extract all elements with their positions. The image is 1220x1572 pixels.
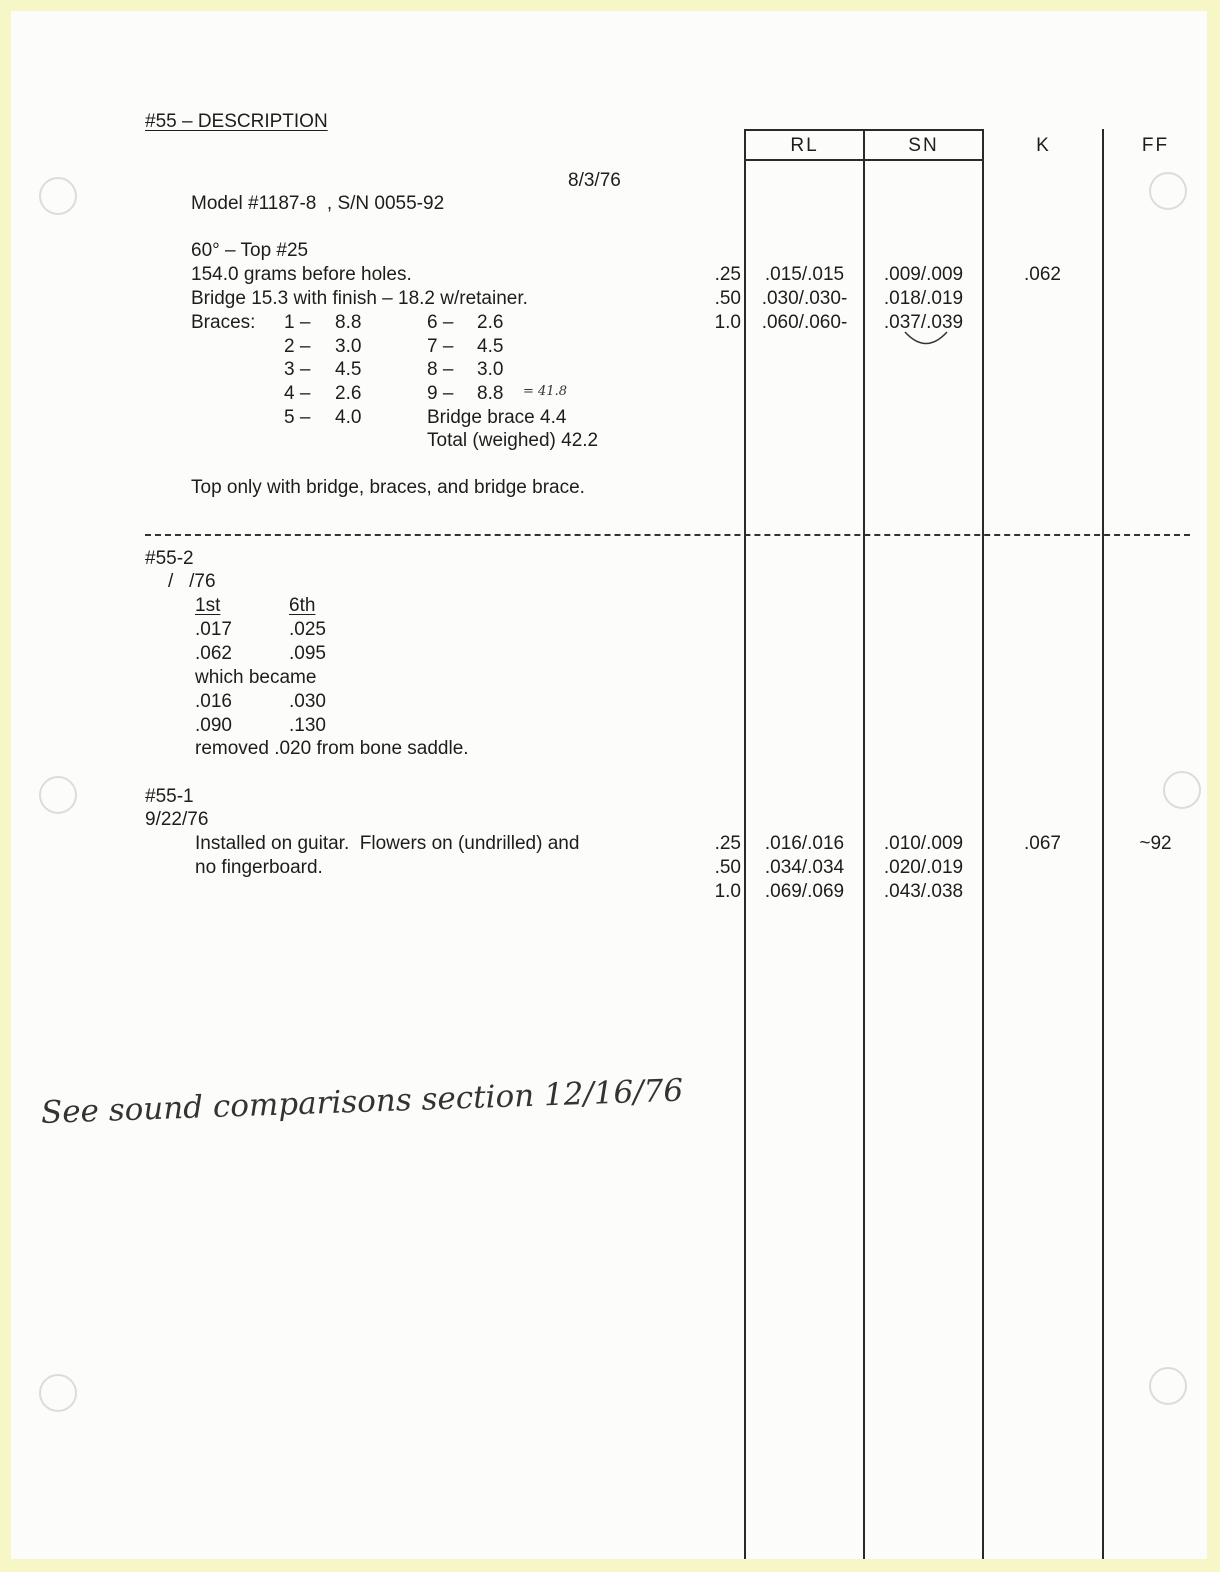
handwritten-arc-mark	[901, 329, 951, 351]
brace-value: 8.8	[477, 383, 504, 404]
section1-note: Top only with bridge, braces, and bridge brace.	[191, 477, 585, 498]
total-weighed: Total (weighed) 42.2	[427, 430, 599, 451]
sn-value: .009/.009	[883, 264, 964, 285]
section2-date: / /76	[168, 571, 216, 592]
first-value: .016	[195, 691, 232, 712]
brace-value: 2.6	[335, 383, 362, 404]
sn-value: .010/.009	[883, 833, 964, 854]
brace-number: 5 –	[284, 407, 311, 428]
brace-number: 1 –	[284, 312, 311, 333]
section3-line1: Installed on guitar. Flowers on (undrilled) and	[195, 833, 580, 854]
sn-value: .037/.039	[883, 312, 964, 333]
section1-bridge: Bridge 15.3 with finish – 18.2 w/retainer.	[191, 288, 528, 309]
ff-value: ~92	[1139, 833, 1172, 854]
section1-weight: 154.0 grams before holes.	[191, 264, 412, 285]
punch-hole	[1163, 771, 1201, 809]
became-label: which became	[195, 667, 317, 688]
punch-hole	[1149, 1367, 1187, 1405]
first-value: .090	[195, 715, 232, 736]
brace-value: 8.8	[335, 312, 362, 333]
sn-value: .018/.019	[883, 288, 964, 309]
braces-label: Braces:	[191, 312, 256, 333]
brace-number: 4 –	[284, 383, 311, 404]
section3-date: 9/22/76	[145, 809, 209, 830]
sixth-value: .030	[289, 691, 326, 712]
rl-value: .030/.030-	[761, 288, 848, 309]
brace-number: 6 –	[427, 312, 454, 333]
column-head-first: 1st	[195, 595, 221, 616]
punch-hole	[39, 177, 77, 215]
punch-hole	[1149, 172, 1187, 210]
sixth-value: .095	[289, 643, 326, 664]
column-head-sixth: 6th	[289, 595, 316, 616]
sn-value: .043/.038	[883, 881, 964, 902]
brace-number: 9 –	[427, 383, 454, 404]
rl-value: .016/.016	[764, 833, 845, 854]
brace-number: 7 –	[427, 336, 454, 357]
brace-value: 4.5	[335, 359, 362, 380]
first-value: .017	[195, 619, 232, 640]
rl-value: .034/.034	[764, 857, 845, 878]
k-value: .067	[1024, 833, 1061, 854]
load-value: 1.0	[714, 312, 741, 333]
column-header-rl: RL	[790, 135, 819, 156]
rl-value: .060/.060-	[761, 312, 848, 333]
section3-id: #55-1	[145, 786, 194, 807]
punch-hole	[39, 776, 77, 814]
handwritten-note: See sound comparisons section 12/16/76	[40, 1072, 684, 1131]
brace-value: 4.5	[477, 336, 504, 357]
load-value: 1.0	[714, 881, 741, 902]
removed-note: removed .020 from bone saddle.	[195, 738, 469, 759]
load-value: .25	[714, 833, 741, 854]
sixth-value: .025	[289, 619, 326, 640]
section2-id: #55-2	[145, 548, 194, 569]
load-value: .25	[714, 264, 741, 285]
column-header-sn: SN	[908, 135, 939, 156]
load-value: .50	[714, 857, 741, 878]
rl-value: .015/.015	[764, 264, 845, 285]
bridge-brace: Bridge brace 4.4	[427, 407, 567, 428]
brace-number: 2 –	[284, 336, 311, 357]
section-divider	[145, 534, 1190, 536]
brace-value: 4.0	[335, 407, 362, 428]
k-value: .062	[1024, 264, 1061, 285]
punch-hole	[39, 1374, 77, 1412]
brace-value: 3.0	[335, 336, 362, 357]
section1-top: 60° – Top #25	[191, 240, 309, 261]
load-value: .50	[714, 288, 741, 309]
sixth-value: .130	[289, 715, 326, 736]
brace-sum-handwritten: = 41.8	[523, 384, 567, 399]
section1-date: 8/3/76	[568, 170, 621, 191]
brace-value: 2.6	[477, 312, 504, 333]
column-header-ff: FF	[1141, 135, 1170, 156]
section3-line2: no fingerboard.	[195, 857, 323, 878]
page-title: #55 – DESCRIPTION	[145, 111, 328, 132]
section1-model: Model #1187-8 , S/N 0055-92	[191, 193, 445, 214]
rl-value: .069/.069	[764, 881, 845, 902]
brace-number: 8 –	[427, 359, 454, 380]
first-value: .062	[195, 643, 232, 664]
brace-number: 3 –	[284, 359, 311, 380]
document-page	[11, 11, 1207, 1559]
sn-value: .020/.019	[883, 857, 964, 878]
brace-value: 3.0	[477, 359, 504, 380]
column-header-k: K	[1036, 135, 1049, 156]
header-bottom-rule	[744, 159, 984, 161]
header-top-rule	[744, 129, 984, 131]
